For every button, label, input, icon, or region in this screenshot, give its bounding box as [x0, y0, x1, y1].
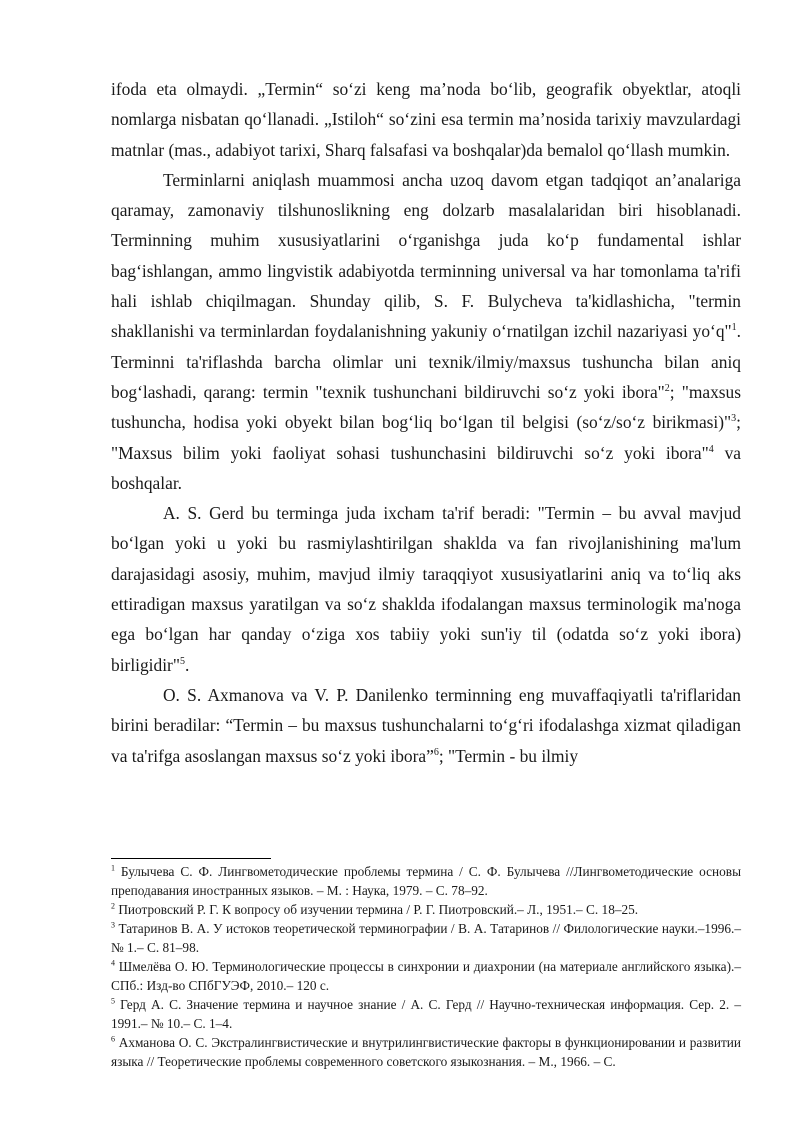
footnote-separator — [111, 858, 271, 859]
paragraph-text: A. S. Gerd bu terminga juda ixcham ta'rif beradi: "Termin – bu avval mavjud bo‘lgan yoki u yoki bu rasmiylashtirilgan shaklda va fan rivojlanishining ma'lum darajasidagi asosiy, muhim, mavjud ilmiy taraqqiyot xususiyatlarini aniq va to‘liq aks ettiradigan maxsus yaratilgan va so‘z shaklda ifodalangan maxsus terminologik ma'noga ega bo‘lgan har qanday o‘ziga xos tabiiy yoki sun'iy til (odatda so‘z yoki ibora) birligidir" — [111, 503, 741, 675]
footnote — [111, 957, 741, 995]
body-text — [111, 74, 741, 771]
paragraph-text: Terminlarni aniqlash muammosi ancha uzoq davom etgan tadqiqot an’analariga qaramay, zamonaviy tilshunoslikning eng dolzarb masalalaridan biri hisoblanadi. Terminning muhim xususiyatlarini o‘rganishga juda ko‘p fundamental ishlar bag‘ishlangan, ammo lingvistik adabiyotda terminning universal va har tomonlama ta'rifi hali ishlab chiqilmagan. Shunday qilib, S. F. Bulycheva ta'kidlashicha, "termin shakllanishi va terminlardan foydalanishning yakuniy o‘rnatilgan izchil nazariyasi yo‘q" — [111, 169, 741, 342]
footnote-number: 3 — [111, 920, 115, 930]
footnote-text: Ахманова О. С. Экстралингвистические и внутрилингвистические факторы в функционировании и развитии языка // Теоретические проблемы современного советского языкознания. – М., 1966. – С. — [111, 1035, 741, 1069]
footnote-ref: 3 — [731, 413, 737, 425]
footnote-ref: 5 — [179, 655, 185, 667]
footnote-text: Герд А. С. Значение термина и научное знание / А. С. Герд // Научно-техническая информация. Сер. 2. –1991.– № 10.– С. 1–4. — [111, 997, 741, 1031]
paragraph-continuation — [111, 74, 741, 165]
paragraph-text: ; "maxsus tushuncha, hodisa yoki obyekt bilan bog‘liq bo‘lgan til belgisi (so‘z/so‘z birikmasi)" — [111, 381, 742, 433]
paragraph-gerd-definition — [111, 498, 741, 680]
footnote — [111, 862, 741, 900]
paragraph-text: . — [184, 654, 190, 675]
footnote-number: 6 — [111, 1034, 115, 1044]
paragraph-text: . Terminni ta'riflashda barcha olimlar uni texnik/ilmiy/maxsus tushuncha bilan aniq bog‘lashadi, qarang: termin "texnik tushunchani bildiruvchi so‘z yoki ibora" — [111, 321, 741, 402]
footnote-number: 1 — [111, 863, 115, 873]
footnote-text: Шмелёва О. Ю. Терминологические процессы в синхронии и диахронии (на материале английского языка).– СПб.: Изд-во СПбГУЭФ, 2010.– 120 с. — [111, 959, 741, 993]
footnote — [111, 919, 741, 957]
paragraph-text: va boshqalar. — [111, 442, 741, 493]
footnote — [111, 1033, 741, 1071]
footnote-ref: 2 — [664, 383, 670, 395]
footnote — [111, 995, 741, 1033]
footnote-ref: 6 — [433, 746, 439, 758]
footnote-ref: 4 — [708, 443, 714, 455]
footnote-number: 2 — [111, 901, 115, 911]
paragraph-terminology-problem — [111, 165, 741, 498]
footnotes — [111, 862, 741, 1071]
footnote-text: Пиотровский Р. Г. К вопросу об изучении термина / Р. Г. Пиотровский.– Л., 1951.– С. 18–25. — [115, 902, 639, 917]
paragraph-text: ; "Maxsus bilim yoki faoliyat sohasi tushunchasini bildiruvchi so‘z yoki ibora" — [111, 412, 741, 463]
paragraph-text: ; "Termin - bu ilmiy — [438, 745, 579, 766]
footnote-number: 5 — [111, 996, 115, 1006]
footnote-text: Татаринов В. А. У истоков теоретической терминографии / В. А. Татаринов // Филологические науки.–1996.– № 1.– С. 81–98. — [111, 921, 741, 955]
footnote-text: Булычева С. Ф. Лингвометодические проблемы термина / С. Ф. Булычева //Лингвометодические основы преподавания иностранных языков. – М. : Наука, 1979. – С. 78–92. — [111, 864, 741, 898]
paragraph-text: O. S. Axmanova va V. P. Danilenko terminning eng muvaffaqiyatli ta'riflaridan birini beradilar: “Termin – bu maxsus tushunchalarni to‘g‘ri ifodalashga xizmat qiladigan va ta'rifga asoslangan maxsus so‘z yoki ibora” — [111, 684, 741, 766]
paragraph-text: ifoda eta olmaydi. „Termin“ so‘zi keng ma’noda bo‘lib, geografik obyektlar, atoqli nomlarga nisbatan qo‘llanadi. „Istiloh“ so‘zini esa termin ma’nosida tarixiy mavzulardagi matnlar (mas., adabiyot tarixi, Sharq falsafasi va boshqalar)da bemalol qo‘llash mumkin. — [111, 79, 741, 160]
footnote-number: 4 — [111, 958, 115, 968]
footnote — [111, 900, 741, 919]
paragraph-axmanova-definition — [111, 680, 741, 771]
footnote-ref: 1 — [731, 322, 737, 334]
